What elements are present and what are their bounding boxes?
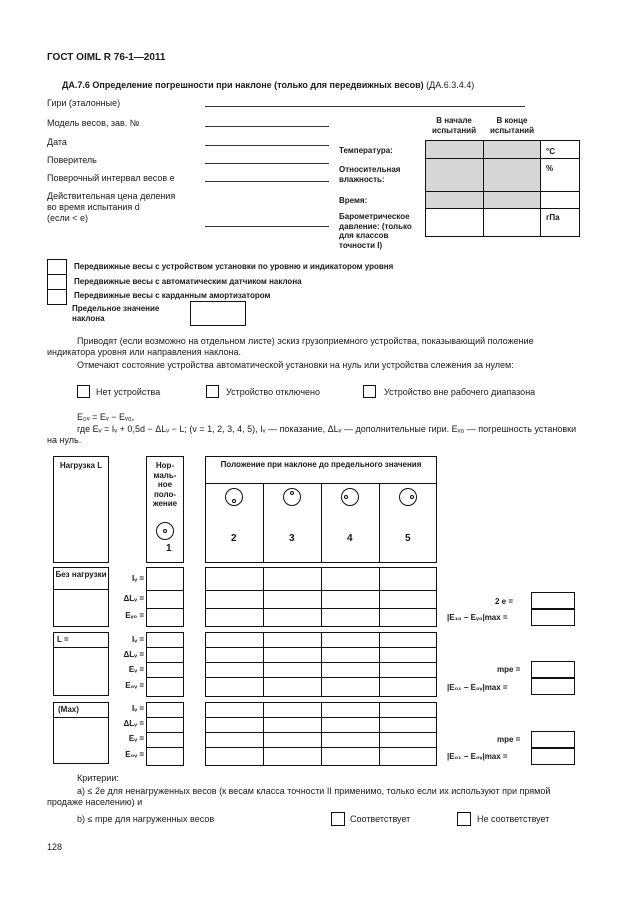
field-interval-line[interactable] (205, 181, 329, 182)
l-row4-pos4-cell[interactable] (321, 677, 380, 697)
complies-label: Соответствует (350, 814, 411, 824)
position-2-label: 2 (231, 533, 237, 544)
table-tilt-label: Положение при наклоне до предельного значения (220, 460, 422, 469)
noload-iv-label: Iᵥ = (131, 574, 144, 583)
field-weights-line[interactable] (205, 106, 525, 107)
level-tilt-5-icon (399, 488, 417, 506)
env-time-unit-cell (540, 191, 580, 209)
level-tilt-2-icon (225, 488, 243, 506)
env-col-start: В начале испытаний (431, 116, 477, 135)
option-auto-sensor-label: Передвижные весы с автоматическим датчиком наклона (74, 277, 302, 286)
max-dlv-label: ΔLᵥ = (123, 719, 144, 728)
not-complies-checkbox[interactable] (457, 812, 471, 826)
noload-row3-pos4-cell[interactable] (321, 608, 380, 627)
page-number: 128 (47, 842, 63, 852)
position-4-label: 4 (347, 533, 353, 544)
env-temp-end[interactable] (483, 140, 541, 159)
l-row4-normal-cell[interactable] (146, 677, 184, 697)
abs-e10-input[interactable] (531, 609, 575, 626)
max-iv-label: Iᵥ = (131, 704, 144, 713)
device-out-of-range-label: Устройство вне рабочего диапазона (384, 387, 536, 397)
row-max-label: (Max) (58, 705, 79, 714)
field-date-line[interactable] (205, 145, 329, 146)
env-temp-label: Температура: (339, 146, 393, 155)
l-row4-pos2-cell[interactable] (205, 677, 264, 697)
env-time-label: Время: (339, 196, 368, 205)
noload-row1-pos3-cell[interactable] (263, 567, 322, 592)
criteria-a: а) ≤ 2e для ненагруженных весов (к весам класса точности II применимо, только если их используют при прямой продаже населению) и (47, 786, 551, 807)
noload-row1-pos5-cell[interactable] (379, 567, 437, 592)
table-load-header (53, 456, 109, 563)
position-5-label: 5 (405, 533, 411, 544)
l-row4-pos5-cell[interactable] (379, 677, 437, 697)
field-date-label: Дата (47, 137, 67, 147)
noload-row2-normal-cell[interactable] (146, 590, 184, 610)
noload-row3-pos3-cell[interactable] (263, 608, 322, 627)
level-tilt-4-icon (341, 488, 359, 506)
max-row4-pos3-cell[interactable] (263, 747, 322, 766)
document-header: ГОСТ OIML R 76-1—2011 (47, 52, 166, 63)
max-eov-label: E₀ᵥ = (125, 750, 144, 759)
l-dlv-label: ΔLᵥ = (123, 650, 144, 659)
instruction-sketch: Приводят (если возможно на отдельном листе) эскиз грузоприемного устройства, показывающий положение индикатора уровня или направления наклона. (47, 336, 534, 357)
field-actual-div-line1: Действительная цена деления (47, 191, 176, 201)
noload-row3-normal-cell[interactable] (146, 608, 184, 627)
field-actual-div-line[interactable] (205, 226, 329, 227)
section-ref: (ДА.6.3.4.4) (426, 80, 475, 90)
noload-row1-normal-cell[interactable] (146, 567, 184, 592)
field-actual-div-label (47, 191, 175, 224)
instruction-zero-device: Отмечают состояние устройства автоматической установки на нуль или устройства слежения за нулем: (77, 360, 514, 370)
mpe-max-label: mpe = (497, 735, 521, 744)
abs-e01-max-label: |E₀₁ − E₀ᵥ|max = (447, 752, 508, 761)
noload-row2-pos3-cell[interactable] (263, 590, 322, 610)
device-off-checkbox[interactable] (206, 385, 219, 398)
two-e-input[interactable] (531, 592, 575, 609)
noload-ev0-label: Eᵥ₀ = (125, 611, 144, 620)
noload-row1-pos4-cell[interactable] (321, 567, 380, 592)
section-title (62, 80, 474, 91)
option-auto-sensor-checkbox[interactable] (47, 274, 67, 290)
noload-dlv-label: ΔLᵥ = (123, 594, 144, 603)
option-cardan-checkbox[interactable] (47, 289, 67, 305)
two-e-label: 2 e = (495, 597, 514, 606)
level-tilt-3-icon (283, 488, 301, 506)
position-1-label: 1 (166, 543, 172, 554)
env-hum-start[interactable] (425, 158, 484, 192)
criteria-b: b) ≤ mpe для нагруженных весов (77, 814, 215, 824)
noload-row2-pos5-cell[interactable] (379, 590, 437, 610)
l-eov-label: E₀ᵥ = (125, 681, 144, 690)
env-time-end[interactable] (483, 191, 541, 209)
env-temp-start[interactable] (425, 140, 484, 159)
env-baro-unit: гПа (546, 213, 560, 222)
abs-e01-l-input[interactable] (531, 678, 575, 695)
noload-row2-pos2-cell[interactable] (205, 590, 264, 610)
noload-row1-pos2-cell[interactable] (205, 567, 264, 592)
mpe-max-input[interactable] (531, 731, 575, 748)
abs-e01-max-input[interactable] (531, 748, 575, 765)
no-device-checkbox[interactable] (77, 385, 90, 398)
env-hum-end[interactable] (483, 158, 541, 192)
env-baro-end[interactable] (483, 208, 541, 237)
table-normal-label: Нор- маль- ное поло- жение (152, 461, 178, 508)
tilt-limit-input[interactable] (190, 301, 246, 326)
max-row4-pos5-cell[interactable] (379, 747, 437, 766)
device-out-of-range-checkbox[interactable] (363, 385, 376, 398)
option-level-indicator-checkbox[interactable] (47, 259, 67, 275)
env-hum-unit: % (546, 164, 554, 173)
table-load-label: Нагрузка L (59, 461, 103, 470)
l-iv-label: Iᵥ = (131, 635, 144, 644)
tilt-limit-label: Предельное значение наклона (72, 304, 160, 323)
device-off-label: Устройство отключено (226, 387, 321, 397)
formula-error: E₀ᵥ = Eᵥ − Eᵥ₀, (77, 412, 135, 422)
noload-row2-pos4-cell[interactable] (321, 590, 380, 610)
option-cardan-label: Передвижные весы с карданным амортизатором (74, 291, 271, 300)
env-baro-start[interactable] (425, 208, 484, 237)
abs-e10-label: |E₁₀ − Eᵥ₀|max = (447, 613, 508, 622)
noload-row3-pos5-cell[interactable] (379, 608, 437, 627)
complies-checkbox[interactable] (331, 812, 345, 826)
field-weights-label: Гири (эталонные) (47, 98, 121, 108)
level-normal-icon (156, 522, 174, 540)
field-model-label: Модель весов, зав. № (47, 118, 140, 128)
env-time-start[interactable] (425, 191, 484, 209)
field-verifier-line[interactable] (205, 163, 329, 164)
env-baro-label: Барометрическое давление: (только для классов точности I) (339, 212, 412, 250)
field-interval-label: Поверочный интервал весов e (47, 173, 175, 183)
formula-definition: где Eᵥ = Iᵥ + 0,5d − ΔLᵥ − L; (ν = 1, 2, 3, 4, 5), Iᵥ — показание, ΔLᵥ — дополнительные гири. Eᵥ₀ — погрешность установки на нуль. (47, 424, 577, 445)
abs-e01-l-label: |E₀₁ − E₀ᵥ|max = (447, 683, 508, 692)
env-hum-label: Относительная влажность: (339, 165, 401, 184)
field-actual-div-line2: во время испытания d (47, 202, 140, 212)
max-row4-pos2-cell[interactable] (205, 747, 264, 766)
option-level-indicator-label: Передвижные весы с устройством установки по уровню и индикатором уровня (74, 262, 394, 271)
position-3-label: 3 (289, 533, 295, 544)
mpe-l-input[interactable] (531, 661, 575, 678)
row-l-label: L = (57, 635, 69, 644)
not-complies-label: Не соответствует (477, 814, 550, 824)
l-row4-pos3-cell[interactable] (263, 677, 322, 697)
no-device-label: Нет устройства (96, 387, 161, 397)
field-verifier-label: Поверитель (47, 155, 97, 165)
section-title-text: ДА.7.6 Определение погрешности при наклоне (только для передвижных весов) (62, 80, 424, 90)
field-model-line[interactable] (205, 126, 329, 127)
env-col-end: В конце испытаний (489, 116, 535, 135)
noload-row3-pos2-cell[interactable] (205, 608, 264, 627)
max-row4-normal-cell[interactable] (146, 747, 184, 766)
field-actual-div-line3: (если < e) (47, 213, 89, 223)
env-temp-unit: °C (546, 147, 555, 156)
max-ev-label: Eᵥ = (128, 734, 144, 743)
max-row4-pos4-cell[interactable] (321, 747, 380, 766)
mpe-l-label: mpe = (497, 665, 521, 674)
criteria-title: Критерии: (77, 773, 119, 783)
row-noload-label: Без нагрузки (55, 570, 107, 579)
l-ev-label: Eᵥ = (128, 665, 144, 674)
